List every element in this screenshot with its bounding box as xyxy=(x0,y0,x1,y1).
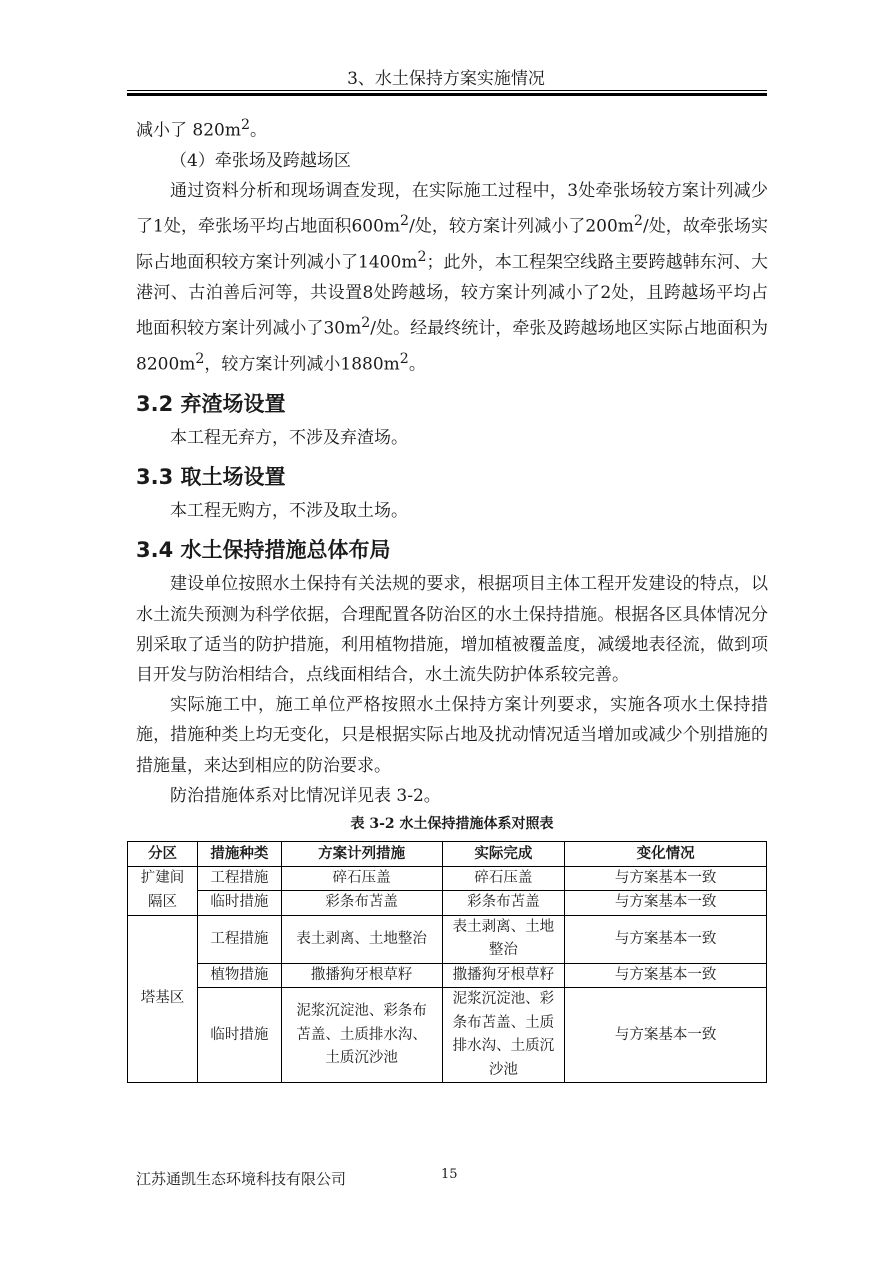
section-heading-3-2: 3.2 弃渣场设置 xyxy=(136,391,286,416)
header-change: 变化情况 xyxy=(565,841,767,866)
table-cell: 与方案基本一致 xyxy=(565,891,767,916)
table-row xyxy=(128,866,767,891)
table-cell: 与方案基本一致 xyxy=(565,988,767,1083)
table-cell: 泥浆沉淀池、彩条布苫盖、土质排水沟、土质沉沙池 xyxy=(281,988,442,1083)
table-cell: 彩条布苫盖 xyxy=(281,891,442,916)
table-cell: 与方案基本一致 xyxy=(565,866,767,891)
page-number: 15 xyxy=(441,1167,458,1182)
measures-comparison-table xyxy=(127,841,767,1084)
zone-cell: 塔基区 xyxy=(128,915,198,1083)
header-measure-type: 措施种类 xyxy=(197,841,281,866)
zone-cell: 扩建间隔区 xyxy=(128,866,198,915)
table-cell: 工程措施 xyxy=(197,866,281,891)
table-row xyxy=(128,891,767,916)
footer-company: 江苏通凯生态环境科技有限公司 xyxy=(136,1170,347,1188)
table-cell: 泥浆沉淀池、彩条布苫盖、土质排水沟、土质沉沙池 xyxy=(442,988,565,1083)
header-actual: 实际完成 xyxy=(442,841,565,866)
header-zone: 分区 xyxy=(128,841,198,866)
header-rule-thick xyxy=(127,93,767,96)
table-cell: 撒播狗牙根草籽 xyxy=(281,963,442,988)
section-3-4-paragraph-1: 建设单位按照水土保持有关法规的要求，根据项目主体工程开发建设的特点，以水土流失预测为科学依据，合理配置各防治区的水土保持措施。根据各区具体情况分别采取了适当的防护措施，利用植物措施，增加植被覆盖度，减缓地表径流，做到项目开发与防治相结合，点线面相结合，水土流失防护体系较完善。 xyxy=(136,574,768,685)
table-cell: 临时措施 xyxy=(197,891,281,916)
table-cell: 表土剥离、土地整治 xyxy=(281,915,442,963)
section-3-2-text: 本工程无弃方，不涉及弃渣场。 xyxy=(170,427,408,448)
section-heading-3-3: 3.3 取土场设置 xyxy=(136,465,286,490)
table-row xyxy=(128,963,767,988)
section-3-3-text: 本工程无购方，不涉及取土场。 xyxy=(170,501,408,522)
section-3-4-paragraph-3: 防治措施体系对比情况详见表 3-2。 xyxy=(170,785,441,806)
paragraph-qianzhang: 通过资料分析和现场调查发现，在实际施工过程中，3处牵张场较方案计列减少了1处，牵张场平均占地面积$600m^2/$处，较方案计列减小了$200m^2/$处，故牵张场实际占地面积较方案计列减小了$1400m^2$；此外，本工程架空线路主要跨越韩东河、大港河、古泊善后河等，共设置8处跨越场，较方案计列减小了2处，且跨越场平均占地面积较方案计列减小了$30m^2/$处。经最终统计，牵张及跨越场地区实际占地面积为$8200m^2$，较方案计列减小$1880m^2$。 xyxy=(136,181,769,375)
table-row xyxy=(128,988,767,1083)
table-header-row xyxy=(128,841,767,866)
table-cell: 工程措施 xyxy=(197,915,281,963)
table-cell: 表土剥离、土地整治 xyxy=(442,915,565,963)
table-cell: 彩条布苫盖 xyxy=(442,891,565,916)
section-3-4-paragraph-2: 实际施工中，施工单位严格按照水土保持方案计列要求，实施各项水土保持措施，措施种类上均无变化，只是根据实际占地及扰动情况适当增加或减少个别措施的措施量，来达到相应的防治要求。 xyxy=(136,695,768,776)
subheading-qianzhang: （4）牵张场及跨越场区 xyxy=(170,150,351,171)
table-cell: 与方案基本一致 xyxy=(565,963,767,988)
table-cell: 撒播狗牙根草籽 xyxy=(442,963,565,988)
continued-paragraph: 减小了 $820m^2$。 xyxy=(136,117,267,141)
page-content xyxy=(136,110,768,1083)
section-heading-3-4: 3.4 水土保持措施总体布局 xyxy=(136,538,391,563)
table-row xyxy=(128,915,767,963)
table-caption: 表 3-2 水土保持措施体系对照表 xyxy=(350,815,554,832)
header-planned: 方案计列措施 xyxy=(281,841,442,866)
table-cell: 碎石压盖 xyxy=(281,866,442,891)
table-cell: 碎石压盖 xyxy=(442,866,565,891)
table-cell: 临时措施 xyxy=(197,988,281,1083)
header-rule-thin xyxy=(127,90,767,91)
table-cell: 植物措施 xyxy=(197,963,281,988)
table-cell: 与方案基本一致 xyxy=(565,915,767,963)
running-header: 3、水土保持方案实施情况 xyxy=(347,69,545,89)
